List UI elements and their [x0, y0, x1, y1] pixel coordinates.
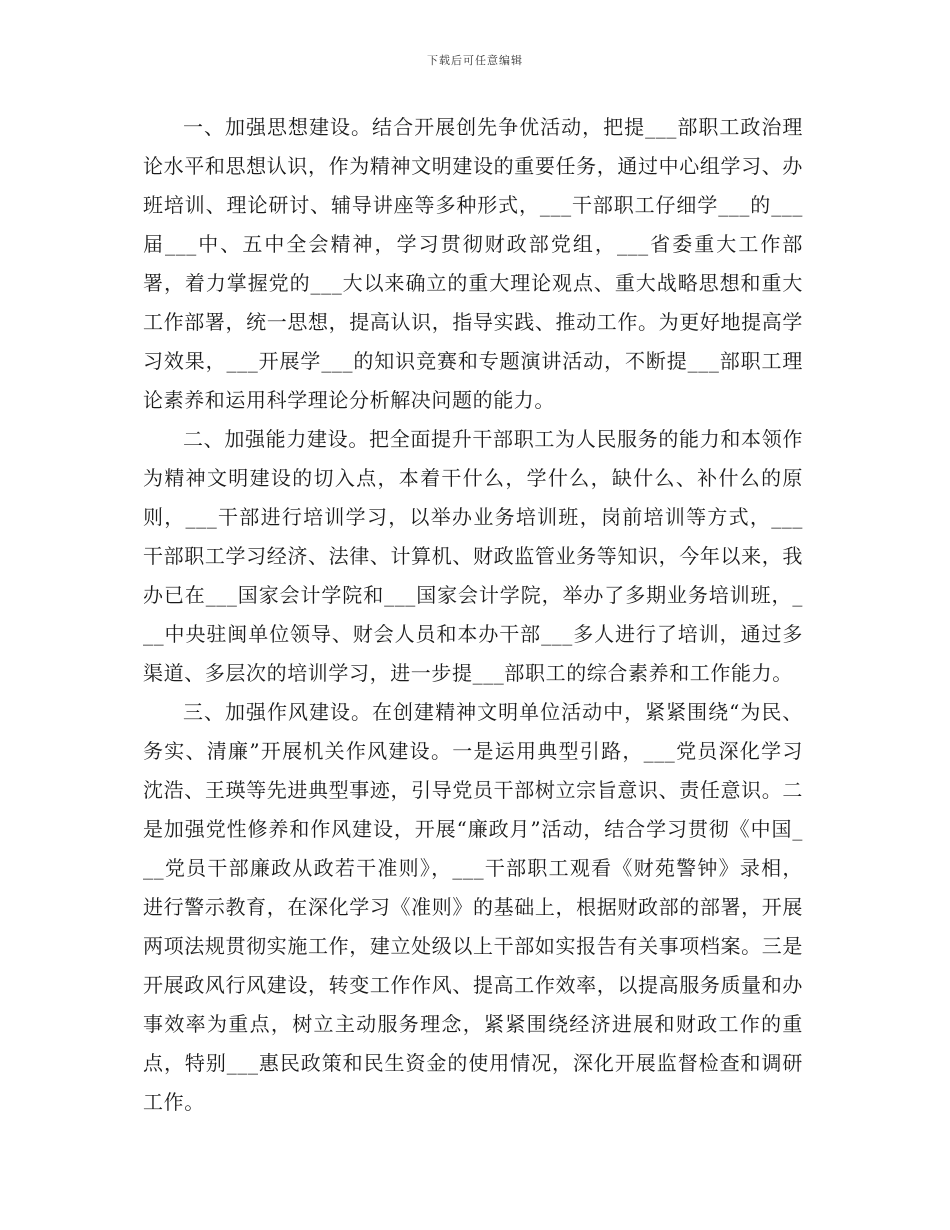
document-body — [143, 108, 803, 1122]
paragraph-thought-building: 一、加强思想建设。结合开展创先争优活动，把提___部职工政治理论水平和思想认识，作为精神文明建设的重要任务，通过中心组学习、办班培训、理论研讨、辅导讲座等多种形式，___干部职工仔细学___的___届___中、五中全会精神，学习贯彻财政部党组，___省委重大工作部署，着力掌握党的___大以来确立的重大理论观点、重大战略思想和重大工作部署，统一思想，提高认识，指导实践、推动工作。为更好地提高学习效果，___开展学___的知识竞赛和专题演讲活动，不断提___部职工理论素养和运用科学理论分析解决问题的能力。 — [143, 115, 803, 412]
page-header: 下载后可任意编辑 — [427, 54, 523, 67]
paragraph-style-building: 三、加强作风建设。在创建精神文明单位活动中，紧紧围绕“为民、务实、清廉”开展机关作风建设。一是运用典型引路，___党员深化学习沈浩、王瑛等先进典型事迹，引导党员干部树立宗旨意识、责任意识。二是加强党性修养和作风建设，开展“廉政月”活动，结合学习贯彻《中国___党员干部廉政从政若干准则》，___干部职工观看《财苑警钟》录相，进行警示教育，在深化学习《准则》的基础上，根据财政部的部署，开展两项法规贯彻实施工作，建立处级以上干部如实报告有关事项档案。三是开展政风行风建设，转变工作作风、提高工作效率，以提高服务质量和办事效率为重点，树立主动服务理念，紧紧围绕经济进展和财政工作的重点，特别___惠民政策和民生资金的使用情况，深化开展监督检查和调研工作。 — [143, 700, 803, 1114]
paragraph-capability-building: 二、加强能力建设。把全面提升干部职工为人民服务的能力和本领作为精神文明建设的切入点，本着干什么，学什么，缺什么、补什么的原则，___干部进行培训学习，以举办业务培训班，岗前培训等方式，___干部职工学习经济、法律、计算机、财政监管业务等知识，今年以来，我办已在___国家会计学院和___国家会计学院，举办了多期业务培训班，___中央驻闽单位领导、财会人员和本办干部___多人进行了培训，通过多渠道、多层次的培训学习，进一步提___部职工的综合素养和工作能力。 — [143, 427, 803, 685]
